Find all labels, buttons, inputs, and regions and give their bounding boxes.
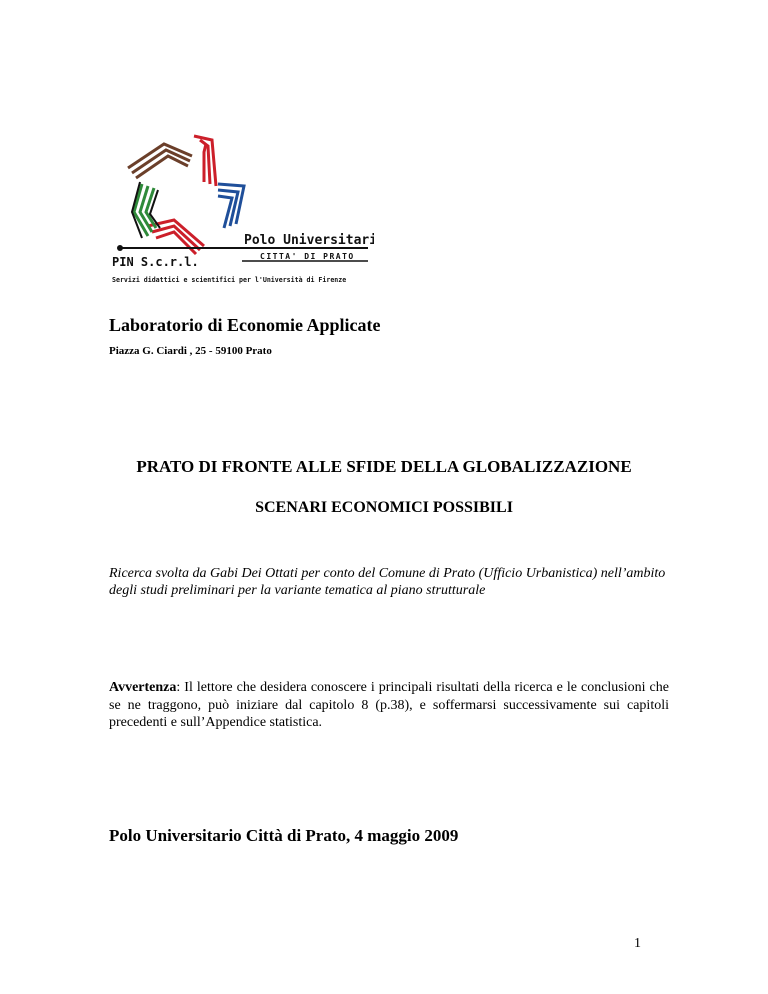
research-note: Ricerca svolta da Gabi Dei Ottati per conto del Comune di Prato (Ufficio Urbanistica) nell’ambito degli studi preliminari per la variante tematica al piano strutturale [109,566,666,598]
warning-text: : Il lettore che desidera conoscere i principali risultati della ricerca e le conclusioni che se ne traggono, può iniziare dal capitolo 8 (p.38), e soffermarsi successivamente sui capitoli precedenti e sull’Appendice statistica. [109,680,669,730]
logo-org-name: Polo Universitario [244,233,374,248]
page-number: 1 [634,936,641,951]
lab-title: Laboratorio di Economie Applicate [109,315,381,335]
document-title: PRATO DI FRONTE ALLE SFIDE DELLA GLOBALIZZAZIONE [136,457,632,476]
lab-address: Piazza G. Ciardi , 25 - 59100 Prato [109,345,272,357]
logo-company: PIN S.c.r.l. [112,255,199,269]
warning-paragraph [109,679,669,732]
logo-city: CITTA' DI PRATO [260,252,355,261]
logo-tagline: Servizi didattici e scientifici per l'Università di Firenze [112,276,347,284]
pin-logo [112,128,374,292]
pin-star-logo-graphic [112,128,374,292]
warning-label: Avvertenza [109,680,177,695]
place-and-date: Polo Universitario Città di Prato, 4 maggio 2009 [109,826,459,845]
document-subtitle: SCENARI ECONOMICI POSSIBILI [255,499,513,516]
